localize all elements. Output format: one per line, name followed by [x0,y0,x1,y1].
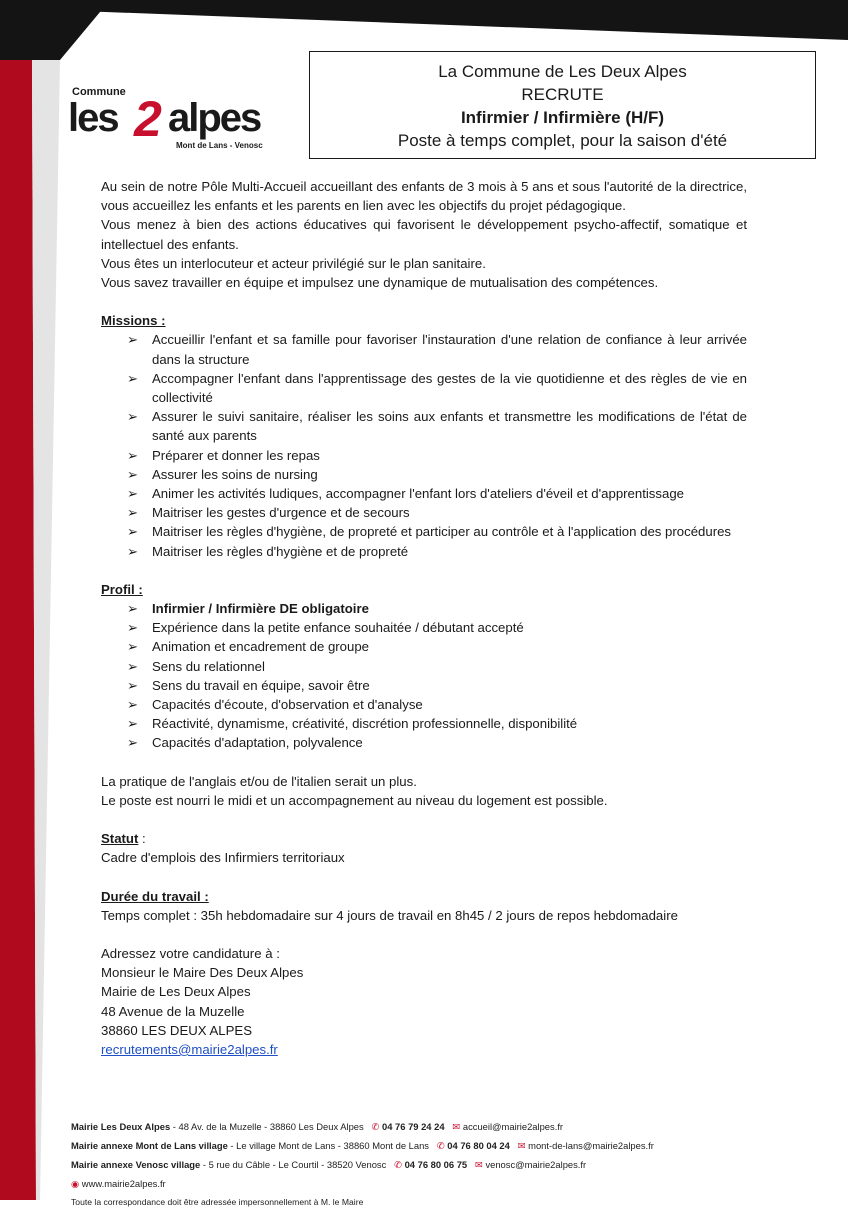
list-item: ➢ Capacités d'adaptation, polyvalence [152,733,747,752]
contact-intro: Adressez votre candidature à : [101,945,280,961]
arrow-bullet-icon: ➢ [127,486,139,502]
arrow-bullet-icon: ➢ [127,601,139,617]
job-description [101,177,747,1059]
logo-les-text: les [68,96,118,140]
arrow-bullet-icon: ➢ [127,620,139,636]
logo-alpes-text: alpes [168,96,261,140]
list-item: ➢ Préparer et donner les repas [152,446,747,465]
header-box [309,51,816,159]
list-item: ➢ Assurer les soins de nursing [152,465,747,484]
statut-heading: Statut : [101,831,146,847]
arrow-bullet-icon: ➢ [127,543,139,559]
profil-list [101,599,747,753]
intro-paragraph-1: Au sein de notre Pôle Multi-Accueil accueillant des enfants de 3 mois à 5 ans et sous l'autorité de la directrice, vous accueillez les enfants et les parents en lien avec les objectifs du projet pédagogique. [101,179,747,214]
arrow-bullet-icon: ➢ [127,639,139,655]
header-contract: Poste à temps complet, pour la saison d'été [397,131,728,150]
mail-icon: ✉ [452,1121,461,1132]
footer-note: Toute la correspondance doit être adressée impersonnellement à M. le Maire [71,1197,364,1207]
footer-office-name: Mairie Les Deux Alpes [71,1121,171,1132]
list-item: ➢ Accueillir l'enfant et sa famille pour favoriser l'instauration d'une relation de confiance à leur arrivée dans la structure [127,332,747,367]
arrow-bullet-icon: ➢ [127,409,139,425]
missions-title: Missions : [101,313,166,329]
extra-line-1: La pratique de l'anglais et/ou de l'italien serait un plus. [101,773,417,789]
header-commune: La Commune de Les Deux Alpes [438,62,687,81]
arrow-bullet-icon: ➢ [127,332,139,348]
arrow-bullet-icon: ➢ [127,524,139,540]
footer-website[interactable]: www.mairie2alpes.fr [81,1178,166,1189]
arrow-bullet-icon: ➢ [127,466,139,482]
arrow-bullet-icon: ➢ [127,716,139,732]
footer-row: Mairie Les Deux Alpes - 48 Av. de la Muzelle - 38860 Les Deux Alpes ✆ 04 76 79 24 24 ✉ accueil@mairie2alpes.fr [71,1121,564,1132]
footer-email[interactable]: mont-de-lans@mairie2alpes.fr [528,1140,654,1151]
list-item: ➢ Accompagner l'enfant dans l'apprentissage des gestes de la vie quotidienne et des règles de vie en collectivité [127,370,747,406]
footer-phone: 04 76 80 04 24 [447,1140,510,1151]
intro-paragraph-3: Vous êtes un interlocuteur et acteur privilégié sur le plan sanitaire. [101,255,486,271]
contact-line-1: Monsieur le Maire Des Deux Alpes [101,965,304,981]
contact-line-2: Mairie de Les Deux Alpes [101,984,251,1000]
job-title: Infirmier / Infirmière (H/F) [460,108,665,127]
intro-paragraph-2: Vous menez à bien des actions éducatives qui favorisent le développement psycho-affectif, somatique et intellectuel des enfants. [101,217,747,252]
footer-row: Mairie annexe Venosc village - 5 rue du Câble - Le Courtil - 38520 Venosc ✆ 04 76 80 06 75 ✉ venosc@mairie2alpes.fr [71,1159,587,1170]
logo-commune-text: Commune [72,86,126,98]
footer-office-name: Mairie annexe Mont de Lans village [71,1140,228,1151]
arrow-bullet-icon: ➢ [127,447,139,463]
mail-icon: ✉ [474,1159,483,1170]
profil-title: Profil : [101,581,143,597]
list-item: ➢ Réactivité, dynamisme, créativité, discrétion professionnelle, disponibilité [152,714,747,733]
contact-line-4: 38860 LES DEUX ALPES [101,1022,253,1038]
phone-icon: ✆ [436,1140,445,1151]
phone-icon: ✆ [371,1121,380,1132]
arrow-bullet-icon: ➢ [127,505,139,521]
arrow-bullet-icon: ➢ [127,370,139,386]
list-item: ➢ Animer les activités ludiques, accompagner l'enfant lors d'ateliers d'éveil et d'apprentissage [152,484,747,503]
footer-phone: 04 76 80 06 75 [404,1159,468,1170]
intro-paragraph-4: Vous savez travailler en équipe et impulsez une dynamique de mutualisation des compétences. [101,275,659,291]
commune-logo [68,86,278,158]
footer-phone: 04 76 79 24 24 [382,1121,445,1132]
email-link[interactable]: recrutements@mairie2alpes.fr [101,1041,278,1057]
arrow-bullet-icon: ➢ [127,677,139,693]
statut-title: Statut [101,831,139,847]
list-item: ➢ Maitriser les règles d'hygiène, de propreté et participer au contrôle et à l'application des procédures [152,522,747,541]
footer [71,1117,791,1212]
list-item: ➢ Expérience dans la petite enfance souhaitée / débutant accepté [152,618,747,637]
list-item: ➢ Capacités d'écoute, d'observation et d'analyse [152,695,747,714]
header-recrute: RECRUTE [521,85,604,104]
list-item: ➢ Sens du relationnel [152,657,747,676]
web-icon: ◉ [71,1178,80,1189]
footer-row: Mairie annexe Mont de Lans village - Le village Mont de Lans - 38860 Mont de Lans ✆ 04 76 80 04 24 ✉ mont-de-lans@mairie2alpes.fr [71,1140,654,1151]
list-item: ➢ Maitriser les règles d'hygiène et de propreté [152,542,747,561]
duree-text: Temps complet : 35h hebdomadaire sur 4 jours de travail en 8h45 / 2 jours de repos hebdomadaire [101,907,678,923]
arrow-bullet-icon: ➢ [127,697,139,713]
list-item: ➢ Maitriser les gestes d'urgence et de secours [152,503,747,522]
list-item: ➢ Infirmier / Infirmière DE obligatoire [152,599,747,618]
logo-two-text: 2 [134,91,162,147]
statut-text: Cadre d'emplois des Infirmiers territoriaux [101,850,345,866]
missions-list [101,330,747,560]
footer-website-row [71,1174,791,1193]
extra-line-2: Le poste est nourri le midi et un accompagnement au niveau du logement est possible. [101,792,608,808]
footer-office-name: Mairie annexe Venosc village [71,1159,201,1170]
logo-subtitle: Mont de Lans - Venosc [176,141,263,150]
phone-icon: ✆ [394,1159,402,1170]
list-item: ➢ Sens du travail en équipe, savoir être [152,676,747,695]
contact-line-3: 48 Avenue de la Muzelle [101,1003,245,1019]
arrow-bullet-icon: ➢ [127,658,139,674]
list-item: ➢ Assurer le suivi sanitaire, réaliser les soins aux enfants et transmettre les modifications de l'état de santé aux parents [127,409,747,444]
footer-email[interactable]: venosc@mairie2alpes.fr [485,1159,587,1170]
arrow-bullet-icon: ➢ [127,735,139,751]
footer-email[interactable]: accueil@mairie2alpes.fr [462,1121,564,1132]
duree-title: Durée du travail : [101,888,209,904]
list-item: ➢ Animation et encadrement de groupe [152,637,747,656]
mail-icon: ✉ [517,1140,526,1151]
